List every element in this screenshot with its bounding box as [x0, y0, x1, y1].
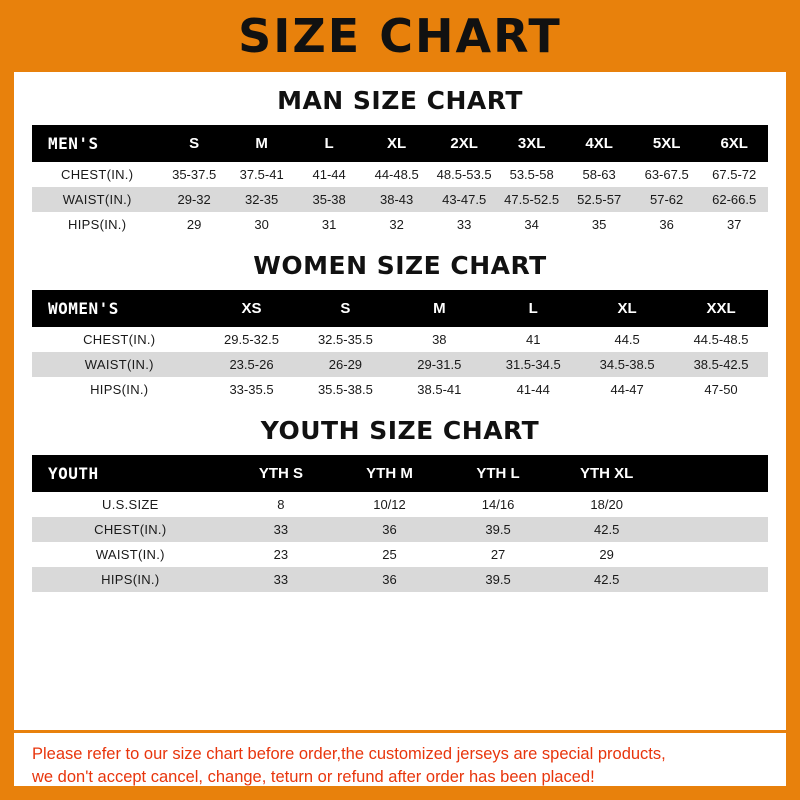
women-chest-xl: 44.5: [580, 327, 674, 352]
table-row: [32, 327, 768, 352]
header-band: [0, 0, 800, 72]
youth-ussize-s: 8: [227, 492, 336, 517]
youth-col-l: YTH L: [444, 455, 553, 492]
men-row-label-chest: CHEST(IN.): [32, 162, 160, 187]
footer-line-1: Please refer to our size chart before order,the customized jerseys are special products,: [32, 745, 666, 764]
women-hips-xs: 33-35.5: [205, 377, 299, 402]
women-hips-s: 35.5-38.5: [298, 377, 392, 402]
bottom-accent-bar: [0, 786, 800, 800]
youth-col-xl: YTH XL: [552, 455, 661, 492]
youth-waist-s: 23: [227, 542, 336, 567]
youth-ussize-spacer: [661, 492, 768, 517]
women-corner-label: WOMEN'S: [32, 290, 205, 327]
youth-table-head: [32, 455, 768, 492]
youth-hips-spacer: [661, 567, 768, 592]
table-row: [32, 212, 768, 237]
men-hips-2xl: 33: [430, 212, 498, 237]
men-hips-xl: 32: [363, 212, 431, 237]
youth-table-body: [32, 492, 768, 592]
women-hips-l: 41-44: [486, 377, 580, 402]
youth-hips-l: 39.5: [444, 567, 553, 592]
men-chest-5xl: 63-67.5: [633, 162, 701, 187]
men-waist-l: 35-38: [295, 187, 363, 212]
women-waist-xl: 34.5-38.5: [580, 352, 674, 377]
men-chest-6xl: 67.5-72: [700, 162, 768, 187]
men-hips-5xl: 36: [633, 212, 701, 237]
women-waist-m: 29-31.5: [392, 352, 486, 377]
men-chest-4xl: 58-63: [565, 162, 633, 187]
youth-section-title: YOUTH SIZE CHART: [260, 416, 540, 445]
footer-line-2: we don't accept cancel, change, teturn or refund after order has been placed!: [32, 767, 595, 786]
men-table-head: [32, 125, 768, 162]
men-hips-s: 29: [160, 212, 228, 237]
men-corner-label: MEN'S: [32, 125, 160, 162]
women-size-section: [14, 251, 786, 402]
men-waist-m: 32-35: [228, 187, 296, 212]
men-col-4xl: 4XL: [565, 125, 633, 162]
women-col-s: S: [298, 290, 392, 327]
men-waist-3xl: 47.5-52.5: [498, 187, 566, 212]
women-col-xl: XL: [580, 290, 674, 327]
women-chest-l: 41: [486, 327, 580, 352]
men-section-title: MAN SIZE CHART: [277, 86, 523, 115]
men-waist-5xl: 57-62: [633, 187, 701, 212]
women-table-body: [32, 327, 768, 402]
women-col-xs: XS: [205, 290, 299, 327]
women-row-label-hips: HIPS(IN.): [32, 377, 205, 402]
women-chest-s: 32.5-35.5: [298, 327, 392, 352]
men-chest-l: 41-44: [295, 162, 363, 187]
men-waist-2xl: 43-47.5: [430, 187, 498, 212]
youth-ussize-l: 14/16: [444, 492, 553, 517]
youth-ussize-m: 10/12: [335, 492, 444, 517]
men-col-l: L: [295, 125, 363, 162]
table-row: [32, 352, 768, 377]
men-chest-2xl: 48.5-53.5: [430, 162, 498, 187]
men-col-s: S: [160, 125, 228, 162]
women-table-head: [32, 290, 768, 327]
women-chest-xs: 29.5-32.5: [205, 327, 299, 352]
table-row: [32, 567, 768, 592]
youth-col-spacer: [661, 455, 768, 492]
men-chest-m: 37.5-41: [228, 162, 296, 187]
men-col-2xl: 2XL: [430, 125, 498, 162]
women-col-m: M: [392, 290, 486, 327]
men-waist-6xl: 62-66.5: [700, 187, 768, 212]
youth-waist-m: 25: [335, 542, 444, 567]
table-row: [32, 377, 768, 402]
men-table-body: [32, 162, 768, 237]
women-hips-xl: 44-47: [580, 377, 674, 402]
page-title: SIZE CHART: [238, 9, 562, 63]
women-chest-m: 38: [392, 327, 486, 352]
men-hips-6xl: 37: [700, 212, 768, 237]
women-row-label-waist: WAIST(IN.): [32, 352, 205, 377]
women-col-xxl: XXL: [674, 290, 768, 327]
women-header-row: [32, 290, 768, 327]
youth-hips-xl: 42.5: [552, 567, 661, 592]
men-waist-4xl: 52.5-57: [565, 187, 633, 212]
youth-chest-xl: 42.5: [552, 517, 661, 542]
youth-size-table: [32, 455, 768, 592]
youth-row-label-chest: CHEST(IN.): [32, 517, 227, 542]
youth-size-section: [14, 416, 786, 592]
youth-waist-l: 27: [444, 542, 553, 567]
youth-col-m: YTH M: [335, 455, 444, 492]
women-waist-l: 31.5-34.5: [486, 352, 580, 377]
table-row: [32, 187, 768, 212]
women-size-table: [32, 290, 768, 402]
men-col-3xl: 3XL: [498, 125, 566, 162]
youth-header-row: [32, 455, 768, 492]
men-chest-xl: 44-48.5: [363, 162, 431, 187]
men-hips-l: 31: [295, 212, 363, 237]
youth-row-label-ussize: U.S.SIZE: [32, 492, 227, 517]
youth-col-s: YTH S: [227, 455, 336, 492]
youth-row-label-waist: WAIST(IN.): [32, 542, 227, 567]
men-chest-s: 35-37.5: [160, 162, 228, 187]
women-row-label-chest: CHEST(IN.): [32, 327, 205, 352]
youth-hips-m: 36: [335, 567, 444, 592]
table-row: [32, 542, 768, 567]
women-chest-xxl: 44.5-48.5: [674, 327, 768, 352]
women-waist-xxl: 38.5-42.5: [674, 352, 768, 377]
men-waist-s: 29-32: [160, 187, 228, 212]
youth-row-label-hips: HIPS(IN.): [32, 567, 227, 592]
men-col-m: M: [228, 125, 296, 162]
youth-hips-s: 33: [227, 567, 336, 592]
men-col-6xl: 6XL: [700, 125, 768, 162]
women-hips-m: 38.5-41: [392, 377, 486, 402]
men-waist-xl: 38-43: [363, 187, 431, 212]
youth-corner-label: YOUTH: [32, 455, 227, 492]
men-col-xl: XL: [363, 125, 431, 162]
women-waist-s: 26-29: [298, 352, 392, 377]
youth-chest-spacer: [661, 517, 768, 542]
men-chest-3xl: 53.5-58: [498, 162, 566, 187]
youth-ussize-xl: 18/20: [552, 492, 661, 517]
men-hips-m: 30: [228, 212, 296, 237]
men-header-row: [32, 125, 768, 162]
women-section-title: WOMEN SIZE CHART: [253, 251, 547, 280]
women-waist-xs: 23.5-26: [205, 352, 299, 377]
women-col-l: L: [486, 290, 580, 327]
men-size-table: [32, 125, 768, 237]
table-row: [32, 517, 768, 542]
youth-waist-xl: 29: [552, 542, 661, 567]
youth-chest-m: 36: [335, 517, 444, 542]
youth-waist-spacer: [661, 542, 768, 567]
table-row: [32, 162, 768, 187]
men-hips-4xl: 35: [565, 212, 633, 237]
men-col-5xl: 5XL: [633, 125, 701, 162]
women-hips-xxl: 47-50: [674, 377, 768, 402]
youth-chest-s: 33: [227, 517, 336, 542]
men-size-section: [14, 86, 786, 237]
table-row: [32, 492, 768, 517]
men-row-label-waist: WAIST(IN.): [32, 187, 160, 212]
men-row-label-hips: HIPS(IN.): [32, 212, 160, 237]
men-hips-3xl: 34: [498, 212, 566, 237]
youth-chest-l: 39.5: [444, 517, 553, 542]
